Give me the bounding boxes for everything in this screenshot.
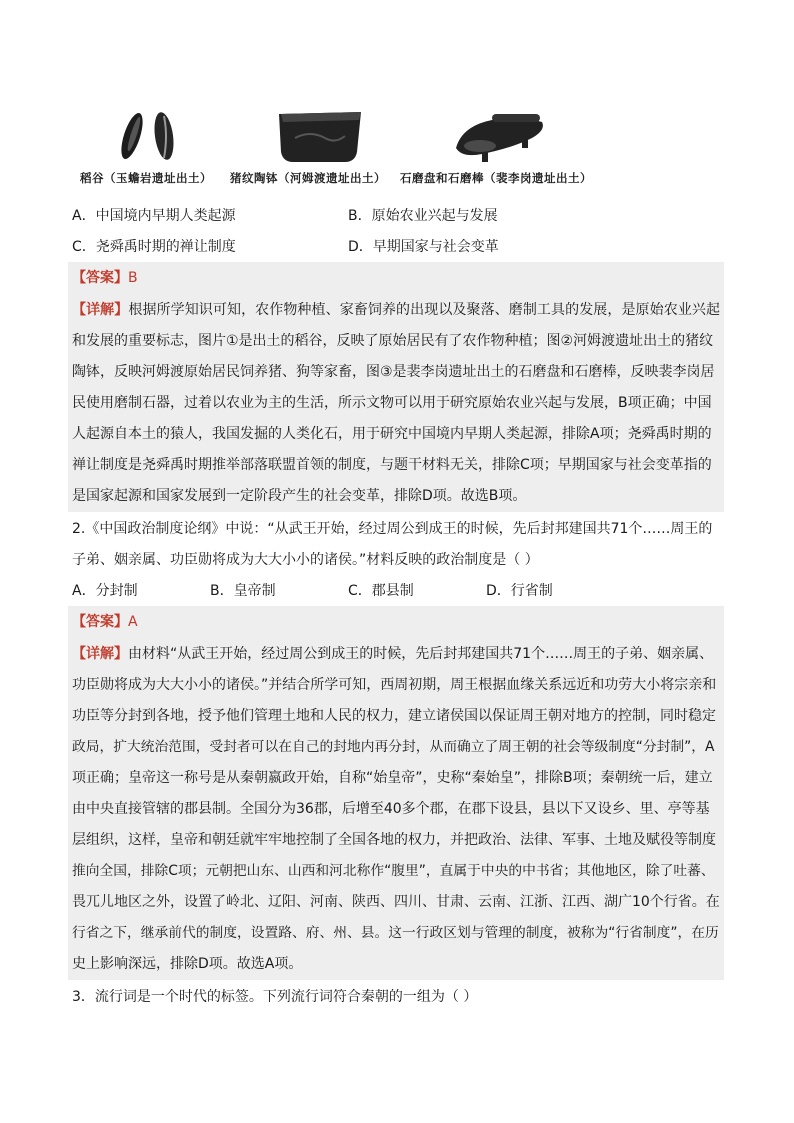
figure-caption-1: 稻谷（玉蟾岩遗址出土） [80,171,212,185]
q2-detail-line-5: 项正确；皇帝这一称号是从秦朝嬴政开始，自称“始皇帝”，史称“秦始皇”，排除B项；秦朝统一后，建立 [72,770,713,786]
q2-option-c: C．郡县制 [348,583,414,599]
q2-answer-line [72,613,138,631]
pottery-bowl-image [275,108,365,170]
q2-detail-text-1: 由材料“从武王开始，经过周公到成王的时候，先后封邦建国共71个……周王的子弟、姻亲属、 [128,646,714,662]
q1-option-d: D．早期国家与社会变革 [348,239,499,255]
q1-option-a: A．中国境内早期人类起源 [72,208,236,224]
q2-option-d: D．行省制 [486,583,553,599]
q1-answer-value: B [128,270,138,286]
q1-detail-line-3: 陶钵，反映河姆渡原始居民饲养猪、狗等家畜，图③是裴李岗遗址出土的石磨盘和石磨棒，反映裴李岗居 [72,364,715,380]
q2-detail-line-2: 功臣勋将成为大大小小的诸侯。”并结合所学可知，西周初期，周王根据血缘关系远近和功劳大小将宗亲和 [72,677,717,693]
q2-detail-line-4: 政局，扩大统治范围，受封者可以在自己的封地内再分封，从而确立了周王朝的社会等级制度“分封制”，A [72,739,715,755]
artifact-figures [80,108,600,188]
q1-detail-text-1: 根据所学知识可知，农作物种植、家畜饲养的出现以及聚落、磨制工具的发展，是原始农业兴起 [128,302,721,318]
q1-detail-tag: 【详解】 [72,302,129,318]
q2-answer-tag: 【答案】 [72,614,128,630]
q1-answer-block [68,262,724,512]
q2-detail-line-3: 功臣等分封到各地，授予他们管理土地和人民的权力，建立诸侯国以保证周王朝对地方的控制，同时稳定 [72,708,716,724]
q2-answer-value: A [128,614,138,630]
q1-detail-line-1 [72,301,720,319]
q1-detail-line-5: 人起源自本土的猿人，我国发掘的人类化石，用于研究中国境内早期人类起源，排除A项；尧舜禹时期的 [72,426,712,442]
q2-option-a: A．分封制 [72,583,138,599]
q1-option-c: C．尧舜禹时期的禅让制度 [72,239,236,255]
q2-detail-line-6: 由中央直接管辖的郡县制。全国分为36郡，后增至40多个郡，在郡下设县，县以下又设乡、里、亭等基 [72,801,710,817]
q2-detail-line-10: 行省之下，继承前代的制度，设置路、府、州、县。这一行政区划与管理的制度，被称为“行省制度”，在历 [72,925,719,941]
q2-option-b: B．皇帝制 [210,583,276,599]
figure-caption-3: 石磨盘和石磨棒（裴李岗遗址出土） [400,171,592,185]
q2-stem-line-2: 子弟、姻亲属、功臣勋将成为大大小小的诸侯。”材料反映的政治制度是（ ） [72,552,539,568]
q1-answer-tag: 【答案】 [72,270,128,286]
q2-detail-tag: 【详解】 [72,646,128,662]
q3-stem: 3．流行词是一个时代的标签。下列流行词符合秦朝的一组为（ ） [72,989,478,1005]
q1-detail-line-7: 是国家起源和国家发展到一定阶段产生的社会变革，排除D项。故选B项。 [72,488,527,504]
q2-detail-line-1 [72,645,713,663]
q1-option-b: B．原始农业兴起与发展 [348,208,498,224]
q2-stem-line-1: 2.《中国政治制度论纲》中说：“从武王开始，经过周公到成王的时候，先后封邦建国共71个……周王的 [72,521,713,537]
q1-detail-line-6: 禅让制度是尧舜禹时期推举部落联盟首领的制度，与题干材料无关，排除C项；早期国家与社会变革指的 [72,457,712,473]
q2-detail-line-11: 史上影响深远，排除D项。故选A项。 [72,956,303,972]
q2-answer-block [68,606,724,980]
rice-grain-image [110,108,190,168]
q2-detail-line-8: 推向全国，排除C项；元朝把山东、山西和河北称作“腹里”，直属于中央的中书省；其他地区，除了吐蕃、 [72,863,715,879]
figure-caption-2: 猪纹陶钵（河姆渡遗址出土） [230,171,386,185]
q1-detail-line-4: 民使用磨制石器，过着以农业为主的生活，所示文物可以用于研究原始农业兴起与发展，B项正确；中国 [72,395,712,411]
millstone-image [452,108,548,170]
q2-detail-line-9: 畏兀儿地区之外，设置了岭北、辽阳、河南、陕西、四川、甘肃、云南、江浙、江西、湖广10个行省。在 [72,894,720,910]
q2-detail-line-7: 层组织，这样，皇帝和朝廷就牢牢地控制了全国各地的权力，并把政治、法律、军事、土地及赋役等制度 [72,832,716,848]
q1-detail-line-2: 和发展的重要标志，图片①是出土的稻谷，反映了原始居民有了农作物种植；图②河姆渡遗址出土的猪纹 [72,333,714,349]
q1-answer-line [72,269,138,287]
